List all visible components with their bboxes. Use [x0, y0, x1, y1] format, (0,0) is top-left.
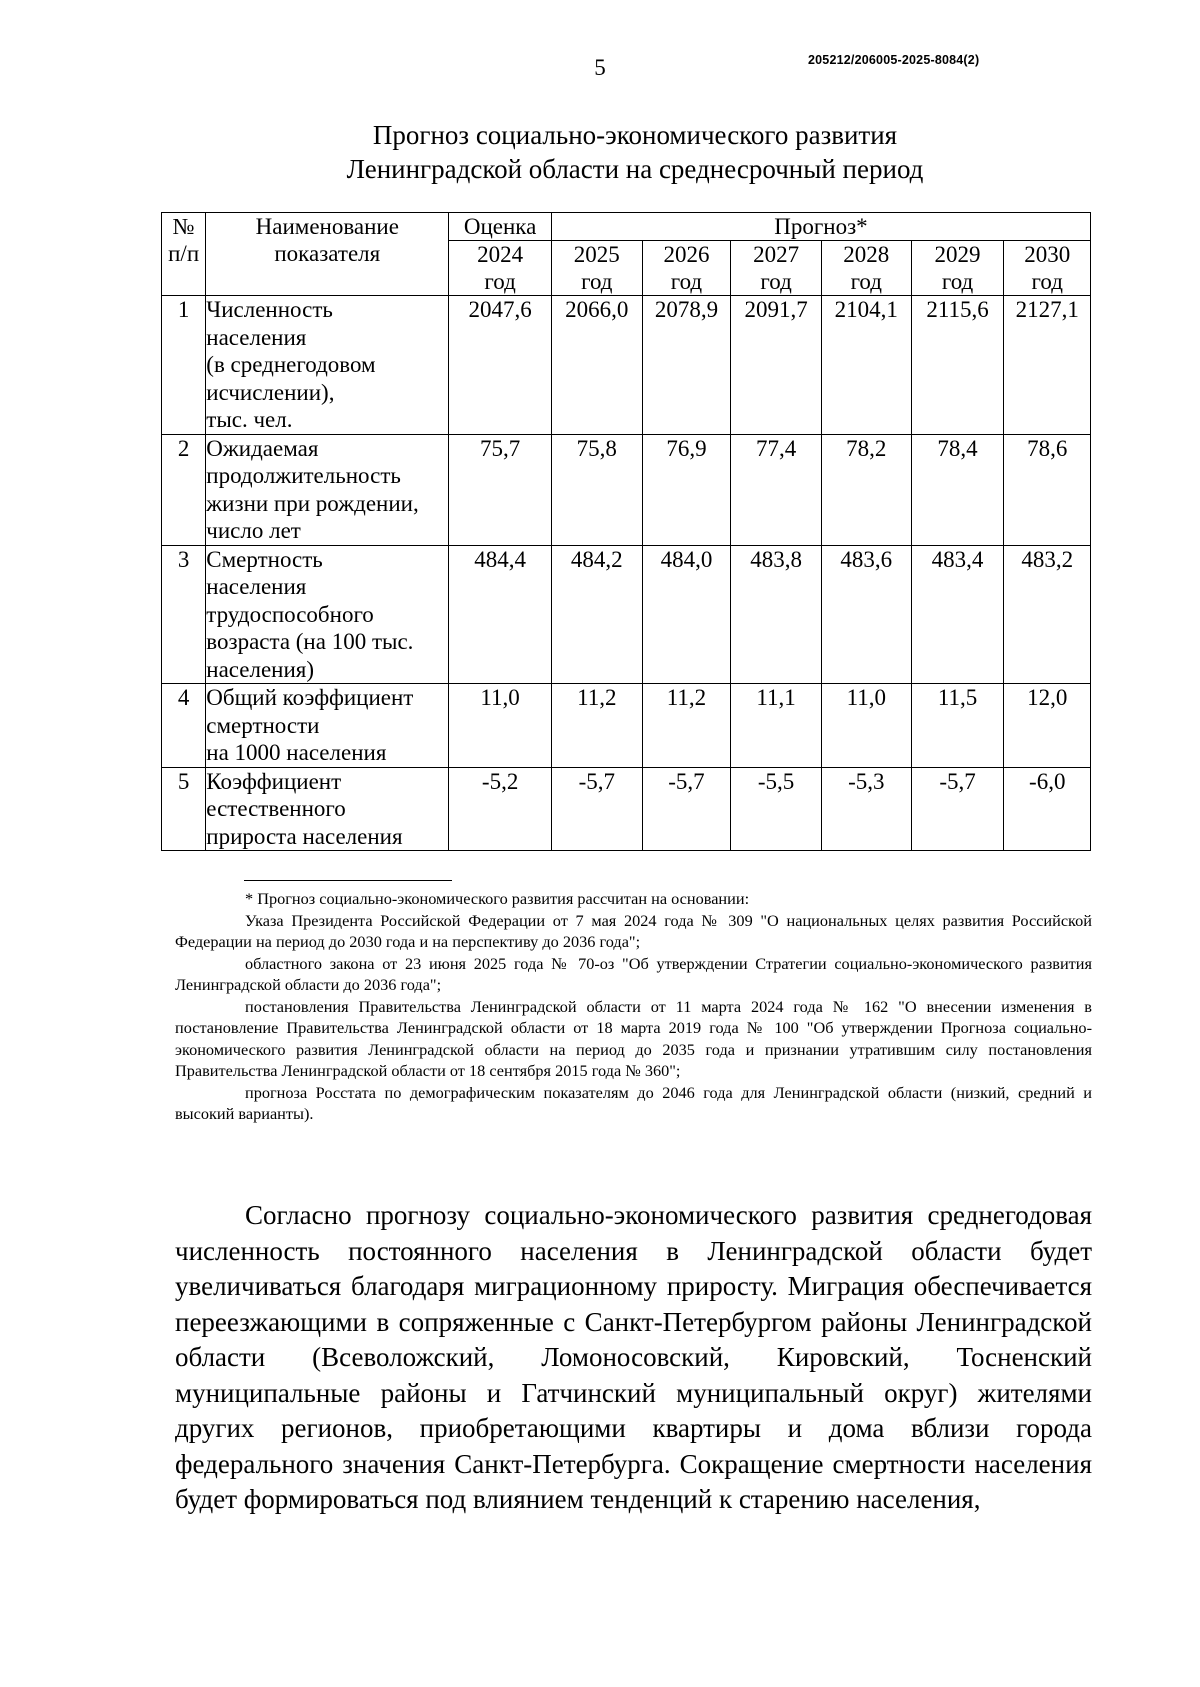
value-cell: 11,0 [821, 684, 911, 768]
value-cell: -5,3 [821, 767, 911, 851]
value-cell: -5,7 [642, 767, 731, 851]
value-cell: 484,2 [551, 545, 642, 684]
value-cell: 483,6 [821, 545, 911, 684]
value-cell: -6,0 [1004, 767, 1091, 851]
value-cell: 11,1 [731, 684, 822, 768]
value-cell: -5,7 [551, 767, 642, 851]
value-cell: 11,2 [642, 684, 731, 768]
value-cell: 75,8 [551, 434, 642, 545]
value-cell: 483,8 [731, 545, 822, 684]
header-forecast: Прогноз* [551, 213, 1090, 241]
footnote-item: Указа Президента Российской Федерации от 7 мая 2024 года № 309 "О национальных целях развития Российской Федерации на период до 2030 года и на перспективу до 2036 года"; [175, 910, 1092, 951]
table-row [162, 296, 1091, 435]
page-number: 5 [594, 55, 606, 80]
row-number: 3 [162, 545, 206, 684]
table-row [162, 434, 1091, 545]
value-cell: 11,0 [449, 684, 552, 768]
value-cell: -5,2 [449, 767, 552, 851]
indicator-name: Численность населения (в среднегодовом исчислении), тыс. чел. [206, 296, 449, 435]
header-year-2029: 2029 год [911, 241, 1004, 296]
value-cell: -5,5 [731, 767, 822, 851]
value-cell: 2104,1 [821, 296, 911, 435]
header-number [162, 213, 206, 296]
header-name-line1: Наименование [255, 214, 399, 239]
row-number: 4 [162, 684, 206, 768]
value-cell: 2091,7 [731, 296, 822, 435]
indicator-name: Ожидаемая продолжительность жизни при рождении, число лет [206, 434, 449, 545]
header-number-line1: № [172, 214, 195, 239]
header-estimate: Оценка [449, 213, 552, 241]
header-year-2026: 2026 год [642, 241, 731, 296]
title-line-2: Ленинградской области на среднесрочный период [346, 154, 924, 184]
body-paragraph-text: Согласно прогнозу социально-экономического развития среднегодовая численность постоянного населения в Ленинградской области будет увеличиваться благодаря миграционному приросту. Миграция обеспечивается переезжающими в сопряженные с Санкт-Петербургом районы Ленинградской области (Всеволожский, Ломоносовский, Кировский, Тосненский муниципальные районы и Гатчинский муниципальный округ) жителями других регионов, приобретающими квартиры и дома вблизи города федерального значения Санкт-Петербурга. Сокращение смертности населения будет формироваться под влиянием тенденций к старению населения, [175, 1200, 1092, 1514]
value-cell: 483,2 [1004, 545, 1091, 684]
value-cell: 78,2 [821, 434, 911, 545]
value-cell: 2078,9 [642, 296, 731, 435]
value-cell: -5,7 [911, 767, 1004, 851]
table-header-row [162, 213, 1091, 241]
row-number: 5 [162, 767, 206, 851]
document-id: 205212/206005-2025-8084(2) [808, 53, 980, 67]
row-number: 1 [162, 296, 206, 435]
header-year-2030: 2030 год [1004, 241, 1091, 296]
indicator-name: Коэффициент естественного прироста населения [206, 767, 449, 851]
body-paragraph [175, 1198, 1092, 1518]
footnote-item: областного закона от 23 июня 2025 года № 70-оз "Об утверждении Стратегии социально-экономического развития Ленинградской области до 2036 года"; [175, 953, 1092, 994]
row-number: 2 [162, 434, 206, 545]
header-year-2025: 2025 год [551, 241, 642, 296]
footnote-heading: * Прогноз социально-экономического развития рассчитан на основании: [245, 889, 750, 908]
table-row [162, 545, 1091, 684]
header-indicator-name [206, 213, 449, 296]
header-year-2028: 2028 год [821, 241, 911, 296]
value-cell: 483,4 [911, 545, 1004, 684]
footnote-item: прогноза Росстата по демографическим показателям до 2046 года для Ленинградской области (низкий, средний и высокий варианты). [175, 1082, 1092, 1123]
page-title [0, 118, 1200, 186]
table-row [162, 684, 1091, 768]
forecast-table [161, 212, 1091, 851]
value-cell: 12,0 [1004, 684, 1091, 768]
value-cell: 484,0 [642, 545, 731, 684]
value-cell: 11,5 [911, 684, 1004, 768]
header-number-line2: п/п [168, 241, 200, 266]
header-year-2024: 2024 год [449, 241, 552, 296]
value-cell: 484,4 [449, 545, 552, 684]
footnote-item: постановления Правительства Ленинградской области от 11 марта 2024 года № 162 "О внесении изменения в постановление Правительства Ленинградской области от 18 марта 2019 года № 100 "Об утверждении Прогноза социально-экономического развития Ленинградской области на период до 2035 года и признании утратившим силу постановления Правительства Ленинградской области от 18 сентября 2015 года № 360"; [175, 996, 1092, 1080]
value-cell: 75,7 [449, 434, 552, 545]
header-name-line2: показателя [274, 241, 381, 266]
value-cell: 78,4 [911, 434, 1004, 545]
value-cell: 11,2 [551, 684, 642, 768]
footnotes [175, 888, 1092, 1125]
value-cell: 2127,1 [1004, 296, 1091, 435]
title-line-1: Прогноз социально-экономического развития [372, 120, 898, 150]
value-cell: 2047,6 [449, 296, 552, 435]
header-year-2027: 2027 год [731, 241, 822, 296]
value-cell: 76,9 [642, 434, 731, 545]
value-cell: 77,4 [731, 434, 822, 545]
value-cell: 2066,0 [551, 296, 642, 435]
table-row [162, 767, 1091, 851]
indicator-name: Смертность населения трудоспособного возраста (на 100 тыс. населения) [206, 545, 449, 684]
indicator-name: Общий коэффициент смертности на 1000 населения [206, 684, 449, 768]
value-cell: 78,6 [1004, 434, 1091, 545]
value-cell: 2115,6 [911, 296, 1004, 435]
footnote-divider [244, 880, 452, 881]
